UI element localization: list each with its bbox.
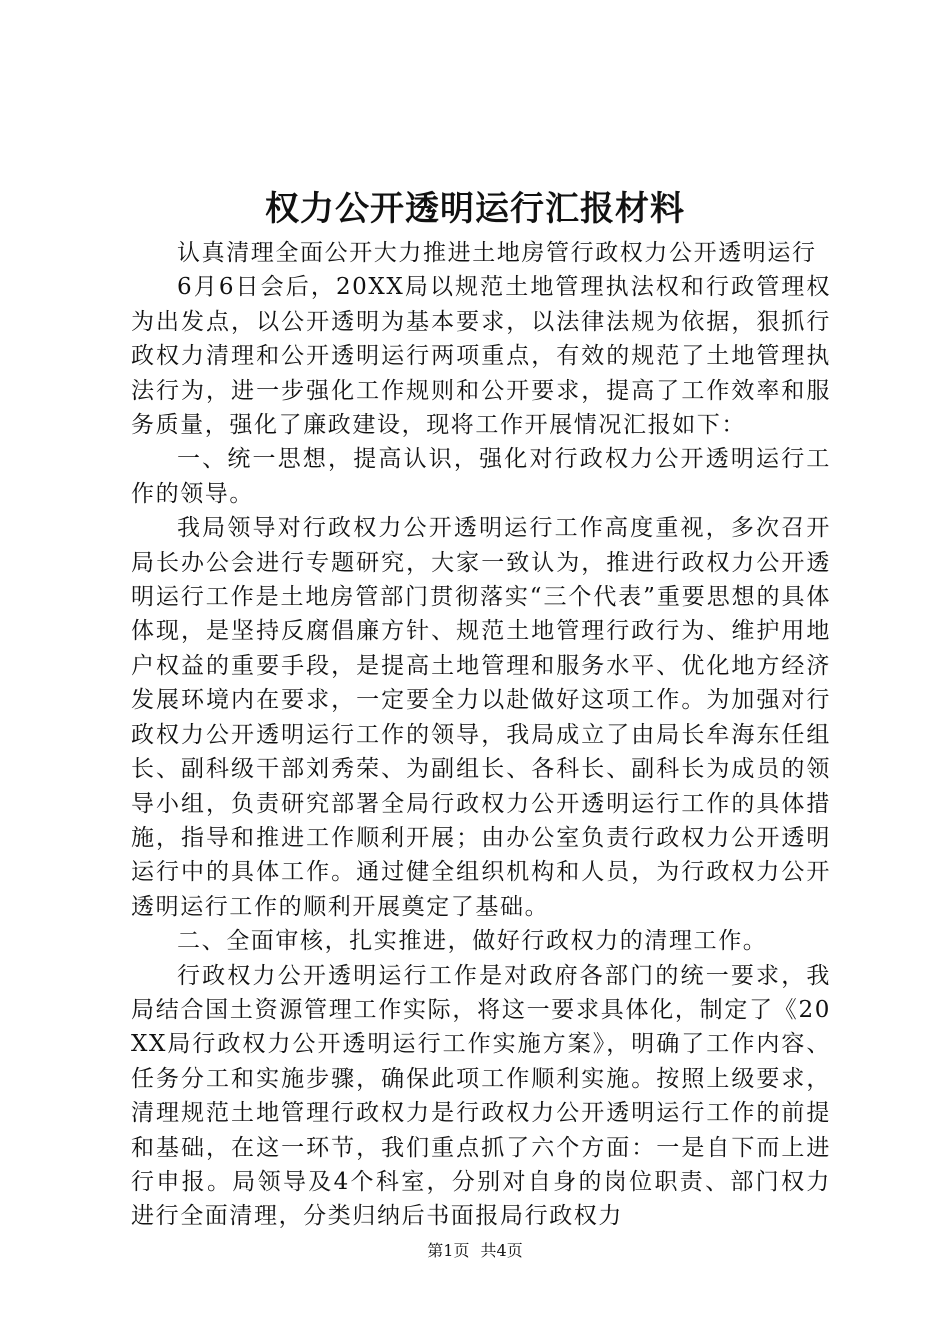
document-title: 权力公开透明运行汇报材料 <box>265 189 685 229</box>
paragraph-section-2: 行政权力公开透明运行工作是对政府各部门的统一要求，我局结合国土资源管理工作实际，将这一要求具体化，制定了《20XX局行政权力公开透明运行工作实施方案》，明确了工作内容、任务分工和实施步骤，确保此项工作顺利实施。按照上级要求，清理规范土地管理行政权力是行政权力公开透明运行工作的前提和基础，在这一环节，我们重点抓了六个方面：一是自下而上进行申报。局领导及4个科室，分别对自身的岗位职责、部门权力进行全面清理，分类归纳后书面报局行政权力 <box>131 962 831 1230</box>
paragraph-section-1: 我局领导对行政权力公开透明运行工作高度重视，多次召开局长办公会进行专题研究，大家一致认为，推进行政权力公开透明运行工作是土地房管部门贯彻落实“三个代表”重要思想的具体体现，是坚持反腐倡廉方针、规范土地管理行政行为、维护用地户权益的重要手段，是提高土地管理和服务水平、优化地方经济发展环境内在要求，一定要全力以赴做好这项工作。为加强对行政权力公开透明运行工作的领导，我局成立了由局长牟海东任组长、副科级干部刘秀荣、为副组长、各科长、副科长为成员的领导小组，负责研究部署全局行政权力公开透明运行工作的具体措施，指导和推进工作顺利开展；由办公室负责行政权力公开透明运行中的具体工作。通过健全组织机构和人员，为行政权力公开透明运行工作的顺利开展奠定了基础。 <box>131 515 831 920</box>
page-total: 共4页 <box>480 1241 523 1260</box>
page-number: 第1页 <box>427 1241 470 1260</box>
section-heading-2: 二、全面审核，扎实推进，做好行政权力的清理工作。 <box>177 928 768 955</box>
paragraph-intro: 6月6日会后，20XX局以规范土地管理执法权和行政管理权为出发点，以公开透明为基本要求，以法律法规为依据，狠抓行政权力清理和公开透明运行两项重点，有效的规范了土地管理执法行为，进一步强化工作规则和公开要求，提高了工作效率和服务质量，强化了廉政建设，现将工作开展情况汇报如下： <box>131 274 831 439</box>
page-footer <box>0 1240 950 1262</box>
document-body <box>131 236 831 1234</box>
paragraph-subtitle: 认真清理全面公开大力推进土地房管行政权力公开透明运行 <box>177 240 817 266</box>
section-heading-1: 一、统一思想，提高认识，强化对行政权力公开透明运行工作的领导。 <box>131 446 831 507</box>
